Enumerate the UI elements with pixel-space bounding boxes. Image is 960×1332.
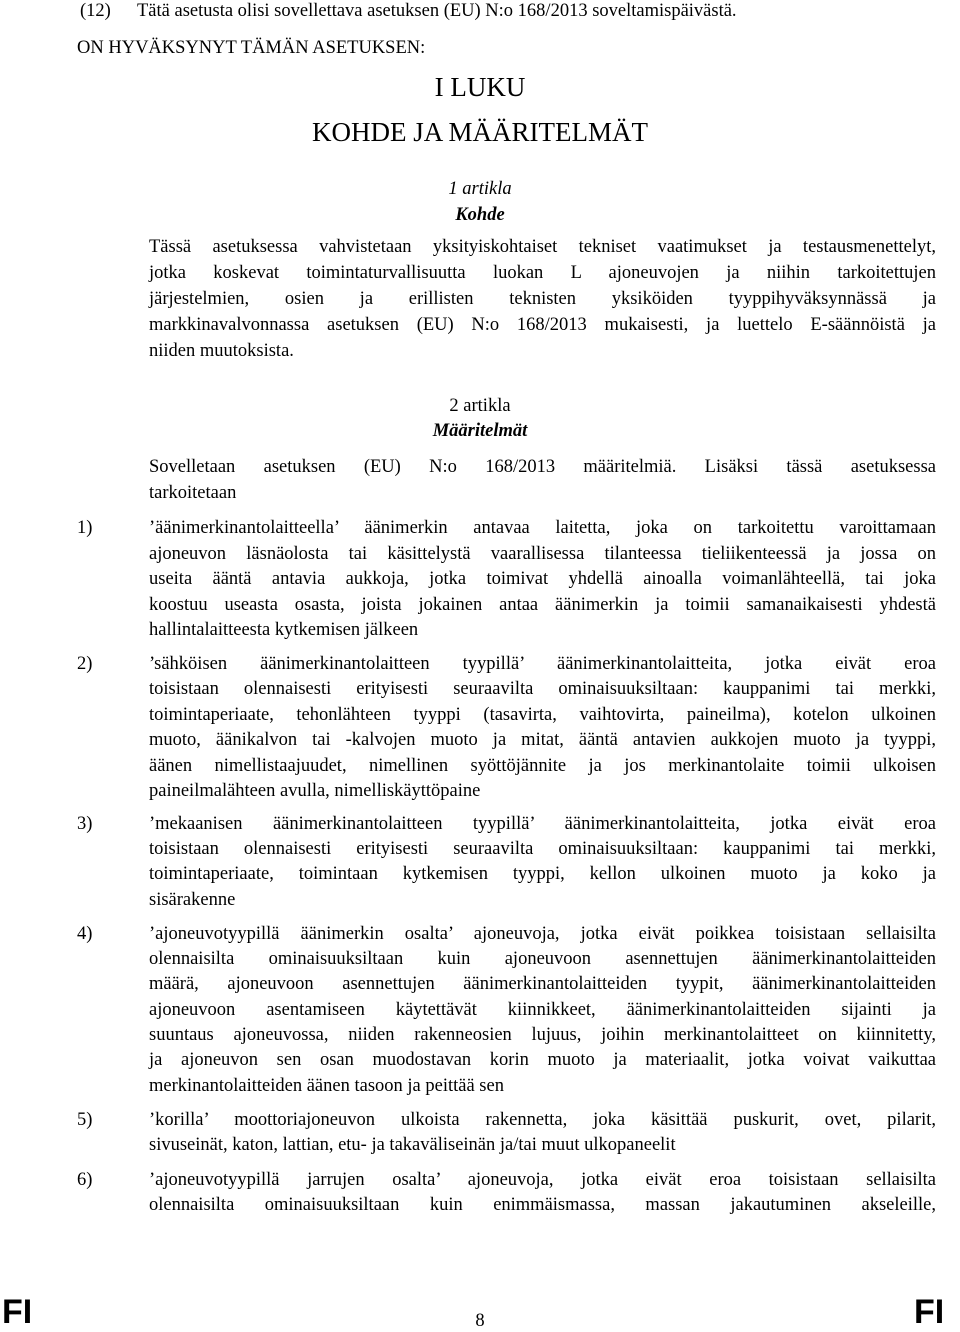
definition-line: sivuseinät, katon, lattian, etu- ja takaväliseinän ja/tai muut ulkopaneelit (149, 1135, 676, 1155)
article-2-number: 2 artikla (449, 396, 511, 416)
definition-line: hallintalaitteesta kytkemisen jälkeen (149, 620, 419, 640)
chapter-title: KOHDE JA MÄÄRITELMÄT (312, 117, 648, 147)
recital-text: Tätä asetusta olisi sovellettava asetuksen (EU) N:o 168/2013 soveltamispäivästä. (137, 1, 737, 21)
definition-line: ’äänimerkinantolaitteella’ äänimerkin antavaa laitetta, joka on tarkoitettu varoittamaan (149, 518, 936, 538)
body-line: jotka koskevat toimintaturvallisuutta luokan L ajoneuvojen ja niihin tarkoitettujen (149, 263, 936, 283)
page-number: 8 (475, 1311, 485, 1331)
definition-number: 6) (77, 1170, 93, 1190)
definition-line: ’sähköisen äänimerkinantolaitteen tyypillä’ äänimerkinantolaitteita, jotka eivät eroa (149, 654, 936, 674)
body-line: järjestelmien, osien ja erillisten teknisten yksiköiden tyyppihyväksynnässä ja (149, 289, 936, 309)
article-1-number: 1 artikla (448, 179, 512, 199)
definition-line: sisärakenne (149, 890, 236, 910)
definition-line: ja ajoneuvon sen osan muodostavan korin muoto ja materiaalit, jotka voivat vaikuttaa (149, 1050, 936, 1070)
definition-line: ajoneuvoon asentamiseen käytettävät kiinnikkeet, äänimerkinantolaitteiden sijainti ja (149, 1000, 936, 1020)
definition-line: toimintaperiaate, toimintaan kytkemisen tyyppi, kellon ulkoinen muoto ja koko ja (149, 864, 936, 884)
definition-line: ’mekaanisen äänimerkinantolaitteen tyypillä’ äänimerkinantolaitteita, jotka eivät eroa (149, 814, 936, 834)
footer-language-right: FI (914, 1293, 945, 1331)
definition-number: 1) (77, 518, 93, 538)
definition-line: koostuu useasta osasta, joista jokainen antaa äänimerkin ja toimii samanaikaisesti yhdestä (149, 595, 936, 615)
definition-line: merkinantolaitteiden äänen tasoon ja peittää sen (149, 1076, 504, 1096)
body-line: Tässä asetuksessa vahvistetaan yksityiskohtaiset tekniset vaatimukset ja testausmenettelyt, (149, 237, 936, 257)
definition-line: paineilmalähteen avulla, nimelliskäyttöpaine (149, 781, 481, 801)
definition-line: ’ajoneuvotyypillä äänimerkin osalta’ ajoneuvoja, jotka eivät poikkea toisistaan sellaisilta (149, 924, 936, 944)
definition-number: 3) (77, 814, 93, 834)
definition-line: ’ajoneuvotyypillä jarrujen osalta’ ajoneuvoja, jotka eivät eroa toisistaan sellaisilta (149, 1170, 936, 1190)
adoption-statement: ON HYVÄKSYNYT TÄMÄN ASETUKSEN: (77, 38, 426, 58)
definition-line: toisistaan olennaisesti erityisesti seuraavilta ominaisuuksiltaan: kauppanimi tai merkki, (149, 679, 936, 699)
definition-line: olennaisilta ominaisuuksiltaan kuin enimmäismassa, massan jakautuminen akseleille, (149, 1195, 936, 1215)
footer-language-left: FI (2, 1293, 33, 1331)
body-line: markkinavalvonnassa asetuksen (EU) N:o 168/2013 mukaisesti, ja luettelo E-säännöistä ja (149, 315, 936, 335)
definition-number: 5) (77, 1110, 93, 1130)
definition-line: ajoneuvon läsnäolosta tai käsittelystä vaarallisessa tilanteessa tieliikenteessä ja jossa on (149, 544, 936, 564)
definition-line: olennaisilta ominaisuuksiltaan kuin ajoneuvoon asennettujen äänimerkinantolaitteiden (149, 949, 936, 969)
body-line: tarkoitetaan (149, 483, 237, 503)
definition-line: toimintaperiaate, tehonlähteen tyyppi (tasavirta, vaihtovirta, paineilma), kotelon ulkoinen (149, 705, 936, 725)
definition-line: ’korilla’ moottoriajoneuvon ulkoista rakennetta, joka käsittää puskurit, ovet, pilarit, (149, 1110, 936, 1130)
article-1-title: Kohde (455, 205, 505, 225)
definition-line: toisistaan olennaisesti erityisesti seuraavilta ominaisuuksiltaan: kauppanimi tai merkki, (149, 839, 936, 859)
chapter-number: I LUKU (434, 72, 526, 102)
article-2-title: Määritelmät (432, 421, 528, 441)
definition-line: määrä, ajoneuvoon asennettujen äänimerkinantolaitteiden tyypit, äänimerkinantolaitteiden (149, 974, 936, 994)
body-line: Sovelletaan asetuksen (EU) N:o 168/2013 määritelmiä. Lisäksi tässä asetuksessa (149, 457, 936, 477)
definition-line: äänen nimellistaajuudet, nimellinen syöttöjännite ja jos merkinantolaite toimii ulkoisen (149, 756, 936, 776)
definition-number: 2) (77, 654, 93, 674)
definition-line: suuntaus ajoneuvossa, niiden rakenneosien lujuus, joihin merkinantolaitteet on kiinnitetty, (149, 1025, 936, 1045)
definition-line: useita ääntä antavia aukkoja, jotka toimivat yhdellä ainoalla voimanlähteellä, tai joka (149, 569, 936, 589)
definition-number: 4) (77, 924, 93, 944)
recital-number: (12) (80, 1, 111, 21)
definition-line: muoto, äänikalvon tai -kalvojen muoto ja mitat, ääntä antavien aukkojen muoto ja tyyppi, (149, 730, 936, 750)
body-line: niiden muutoksista. (149, 341, 294, 361)
